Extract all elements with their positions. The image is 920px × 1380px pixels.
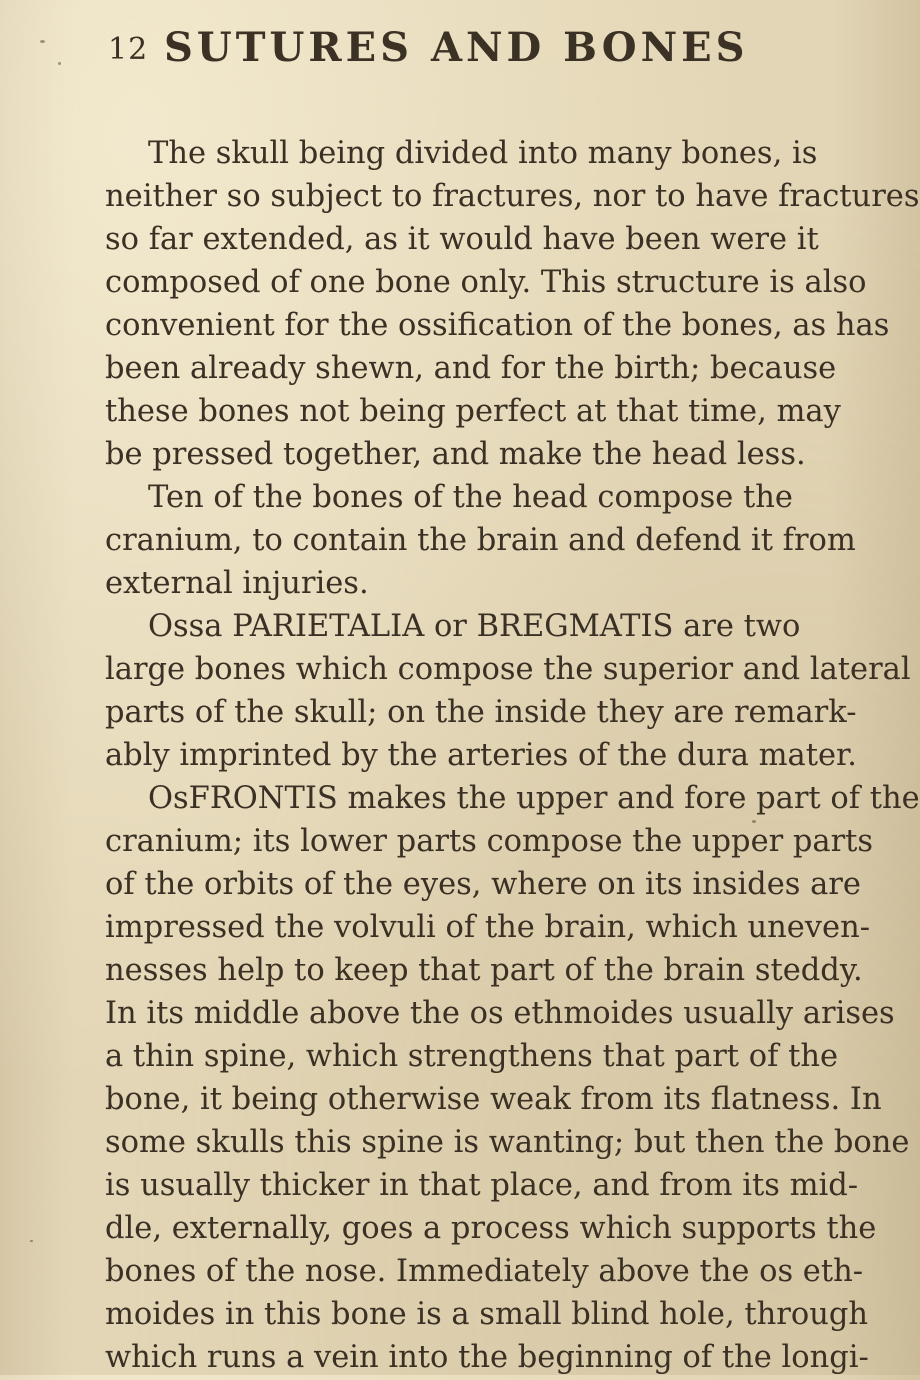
text-line: these bones not being perfect at that time, may	[105, 394, 841, 429]
text-line: ably imprinted by the arteries of the dura mater.	[105, 738, 857, 773]
paper-speck	[40, 40, 45, 43]
text-line: cranium; its lower parts compose the upper parts	[105, 824, 874, 859]
text-line: In its middle above the os ethmoides usually arises	[105, 996, 895, 1031]
text-line: dle, externally, goes a process which supports the	[105, 1211, 877, 1246]
text-line: neither so subject to fractures, nor to have fractures	[105, 179, 920, 214]
text-line: nesses help to keep that part of the brain steddy.	[105, 953, 863, 988]
text-line: some skulls this spine is wanting; but then the bone	[105, 1125, 910, 1160]
text-line: large bones which compose the superior and lateral	[105, 652, 911, 687]
text-line: external injuries.	[105, 566, 369, 601]
text-line: composed of one bone only. This structure is also	[105, 265, 867, 300]
page-number: 12	[108, 32, 149, 67]
text-line: The skull being divided into many bones, is	[148, 136, 818, 171]
text-line: so far extended, as it would have been were it	[105, 222, 819, 257]
paper-speck	[752, 820, 756, 823]
text-line: convenient for the ossification of the bones, as has	[105, 308, 890, 343]
text-line: cranium, to contain the brain and defend it from	[105, 523, 856, 558]
text-line: of the orbits of the eyes, where on its insides are	[105, 867, 861, 902]
text-line: impressed the volvuli of the brain, which uneven-	[105, 910, 871, 945]
text-line: bone, it being otherwise weak from its flatness. In	[105, 1082, 882, 1117]
text-line: bones of the nose. Immediately above the os eth-	[105, 1254, 864, 1289]
text-line: is usually thicker in that place, and from its mid-	[105, 1168, 859, 1203]
text-line: be pressed together, and make the head less.	[105, 437, 806, 472]
text-line: moides in this bone is a small blind hole, through	[105, 1297, 869, 1332]
paper-speck	[30, 1240, 33, 1242]
text-line: Ten of the bones of the head compose the	[148, 480, 793, 515]
text-line: parts of the skull; on the inside they are remark-	[105, 695, 857, 730]
text-line: been already shewn, and for the birth; because	[105, 351, 837, 386]
text-line: Ossa PARIETALIA or BREGMATIS are two	[148, 609, 801, 644]
running-title: SUTURES AND BONES	[164, 24, 749, 71]
paper-speck	[58, 62, 61, 65]
text-line: OsFRONTIS makes the upper and fore part of the	[148, 781, 920, 816]
text-line: which runs a vein into the beginning of the longi-	[105, 1340, 869, 1375]
text-line: a thin spine, which strengthens that part of the	[105, 1039, 839, 1074]
